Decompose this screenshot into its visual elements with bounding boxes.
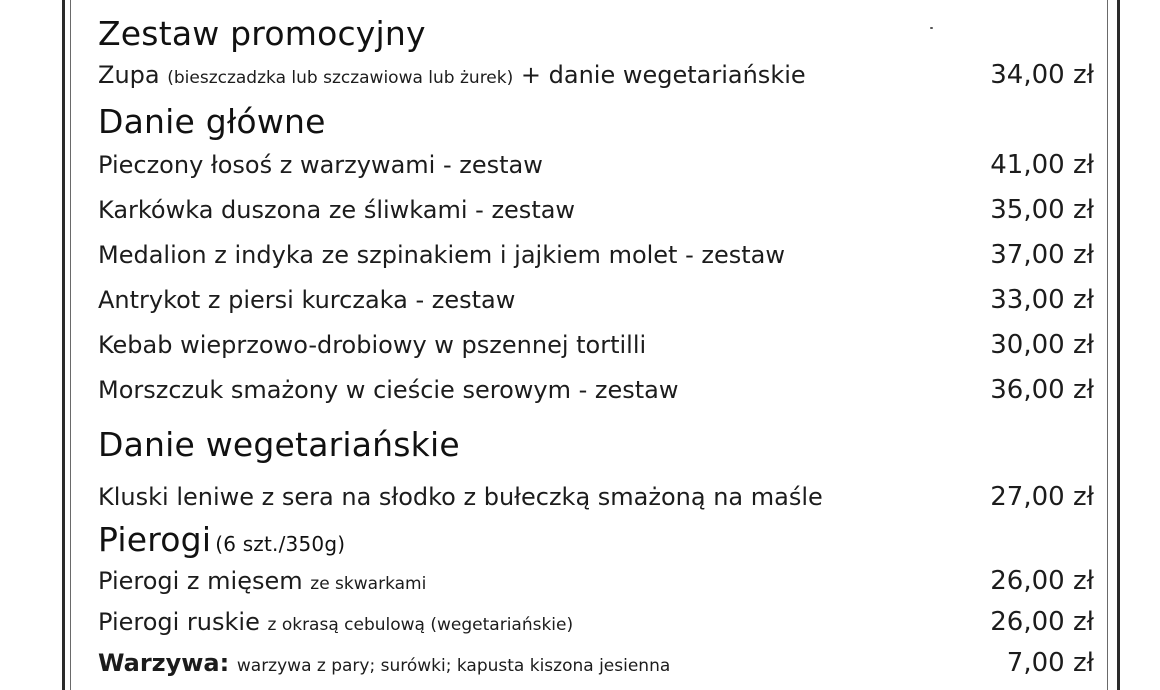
menu-item-price: 36,00 zł <box>990 375 1094 405</box>
menu-item <box>98 193 1094 227</box>
section-title-main: Danie główne <box>98 102 326 141</box>
menu-item-warzywa <box>98 646 1094 680</box>
warzywa-name-main: Warzywa: <box>98 649 230 677</box>
menu-item-name: Kluski leniwe z sera na słodko z bułeczką smażoną na maśle <box>98 483 823 511</box>
section-title-pierogi <box>98 520 346 559</box>
warzywa-name-note: warzywa z pary; surówki; kapusta kiszona jesienna <box>236 656 671 676</box>
menu-item <box>98 564 1094 598</box>
menu-item-name: Antrykot z piersi kurczaka - zestaw <box>98 286 516 314</box>
pierogi-title-note: (6 szt./350g) <box>215 532 346 556</box>
menu-item <box>98 238 1094 272</box>
menu-item-price: 41,00 zł <box>990 150 1094 180</box>
menu-item <box>98 328 1094 362</box>
menu-item <box>98 373 1094 407</box>
menu-item <box>98 480 1094 514</box>
menu-item-price: 33,00 zł <box>990 285 1094 315</box>
menu-item-price: 26,00 zł <box>990 607 1094 637</box>
menu-item-price: 30,00 zł <box>990 330 1094 360</box>
promo-name-note: (bieszczadzka lub szczawiowa lub żurek) <box>167 68 514 88</box>
pierogi-name-note: z okrasą cebulową (wegetariańskie) <box>267 615 574 635</box>
menu-item-price: 7,00 zł <box>1006 648 1094 678</box>
menu-item-name: Morszczuk smażony w cieście serowym - zestaw <box>98 376 679 404</box>
menu-item-name: Pieczony łosoś z warzywami - zestaw <box>98 151 543 179</box>
promo-name-rest: + danie wegetariańskie <box>520 61 806 89</box>
menu-item-name <box>98 564 426 601</box>
menu-item-name <box>98 646 670 683</box>
print-speck <box>930 27 933 29</box>
pierogi-name-note: ze skwarkami <box>310 574 427 594</box>
menu-item-promo <box>98 58 1094 92</box>
menu-item-price: 27,00 zł <box>990 482 1094 512</box>
menu-item-name: Kebab wieprzowo-drobiowy w pszennej tortilli <box>98 331 647 359</box>
menu-item-name <box>98 58 806 95</box>
pierogi-name-main: Pierogi z mięsem <box>98 567 303 595</box>
menu-item-name: Karkówka duszona ze śliwkami - zestaw <box>98 196 576 224</box>
menu-item <box>98 148 1094 182</box>
menu-item-price: 35,00 zł <box>990 195 1094 225</box>
menu-item-price: 26,00 zł <box>990 566 1094 596</box>
menu-item-price: 37,00 zł <box>990 240 1094 270</box>
menu-item-price: 34,00 zł <box>990 60 1094 90</box>
menu-item-name: Medalion z indyka ze szpinakiem i jajkiem molet - zestaw <box>98 241 785 269</box>
menu-item <box>98 605 1094 639</box>
menu-item-name <box>98 605 573 642</box>
section-title-promo: Zestaw promocyjny <box>98 14 426 53</box>
promo-name-main: Zupa <box>98 61 160 89</box>
pierogi-title: Pierogi <box>98 520 212 559</box>
pierogi-name-main: Pierogi ruskie <box>98 608 260 636</box>
section-title-veg: Danie wegetariańskie <box>98 425 460 464</box>
menu-item <box>98 283 1094 317</box>
